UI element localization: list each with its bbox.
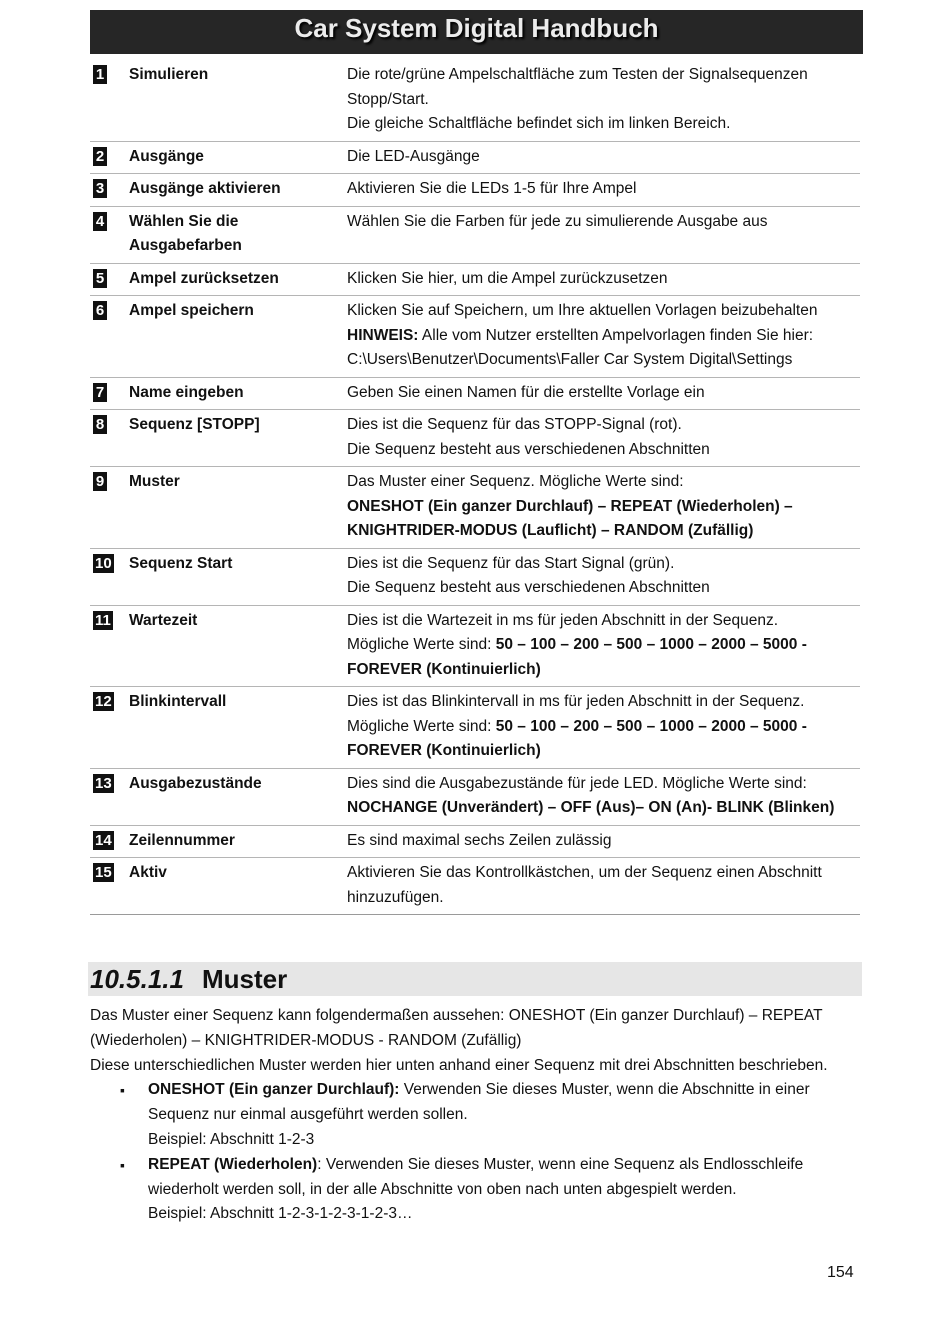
row-description: Dies ist die Sequenz für das STOPP-Signal (rot). Die Sequenz besteht aus verschiedenen Abschnitten xyxy=(347,416,710,458)
table-row xyxy=(90,769,860,826)
row-number-badge: 2 xyxy=(93,147,107,166)
row-term: Ausgänge aktivieren xyxy=(129,180,281,197)
row-term: Simulieren xyxy=(129,66,209,83)
row-number-badge: 7 xyxy=(93,383,107,402)
row-description: Dies ist die Wartezeit in ms für jeden Abschnitt in der Sequenz. Mögliche Werte sind: 50 – 100 – 200 – 500 – 1000 – 2000 – 5000 - FOREVER (Kontinuierlich) xyxy=(347,611,807,678)
row-term: Aktiv xyxy=(129,864,167,881)
list-item: ▪ ONESHOT (Ein ganzer Durchlauf): Verwenden Sie dieses Muster, wenn die Abschnitte in einer Sequenz nur einmal ausgeführt werden sollen. Beispiel: Abschnitt 1-2-3 xyxy=(90,1078,865,1152)
row-term: Name eingeben xyxy=(129,383,244,401)
row-number-badge: 4 xyxy=(93,212,107,231)
table-row xyxy=(90,606,860,688)
row-term: Wartezeit xyxy=(129,611,198,629)
row-term: Sequenz Start xyxy=(129,554,233,572)
row-description: Geben Sie einen Namen für die erstellte Vorlage ein xyxy=(347,383,705,401)
row-number-badge: 3 xyxy=(93,179,107,198)
row-term: Ausgänge xyxy=(129,147,204,165)
row-description: Das Muster einer Sequenz. Mögliche Werte sind: ONESHOT (Ein ganzer Durchlauf) – REPEAT (Wiederholen) – KNIGHTRIDER-MODUS (Lauflicht) – RANDOM (Zufällig) xyxy=(347,473,793,539)
header-title: Car System Digital Handbuch xyxy=(294,13,659,43)
list-item: ▪ REPEAT (Wiederholen): Verwenden Sie dieses Muster, wenn eine Sequenz als Endlosschleife wiederholt werden soll, in der alle Abschnitte von oben nach unten abgespielt werden. Beispiel: Abschnitt 1-2-3-1-2-3-1-2-3… xyxy=(90,1153,865,1227)
row-number-badge: 8 xyxy=(93,415,107,434)
row-description: Klicken Sie auf Speichern, um Ihre aktuellen Vorlagen beizubehalten HINWEIS: Alle vom Nutzer erstellten Ampelvorlagen finden Sie hier: C:\Users\Benutzer\Documents\Faller Car System Digital\Settings xyxy=(339,299,860,373)
table-row xyxy=(90,687,860,769)
row-description: Dies sind die Ausgabezustände für jede LED. Mögliche Werte sind: NOCHANGE (Unverändert) – OFF (Aus)– ON (An)- BLINK (Blinken) xyxy=(347,774,835,816)
row-description: Es sind maximal sechs Zeilen zulässig xyxy=(347,831,612,849)
row-term: Wählen Sie die Ausgabefarben xyxy=(129,212,242,254)
row-description: Dies ist die Sequenz für das Start Signal (grün). Die Sequenz besteht aus verschiedenen Abschnitten xyxy=(347,554,710,596)
row-term: Ausgabezustände xyxy=(129,774,262,792)
row-number-badge: 5 xyxy=(93,269,107,288)
section-heading xyxy=(88,962,862,996)
row-number-badge: 10 xyxy=(95,554,112,572)
row-number-badge: 14 xyxy=(95,831,112,849)
reference-table xyxy=(90,60,860,915)
table-row xyxy=(90,378,860,411)
row-description: Die LED-Ausgänge xyxy=(347,147,480,165)
table-row xyxy=(90,826,860,859)
page-number: 154 xyxy=(827,1264,854,1281)
row-description: Wählen Sie die Farben für jede zu simulierende Ausgabe aus xyxy=(347,212,768,230)
row-term: Ampel zurücksetzen xyxy=(129,269,279,287)
row-description: Aktivieren Sie die LEDs 1-5 für Ihre Ampel xyxy=(347,180,637,197)
row-number-badge: 9 xyxy=(93,472,107,491)
intro-paragraph: Das Muster einer Sequenz kann folgendermaßen aussehen: ONESHOT (Ein ganzer Durchlauf) – REPEAT (Wiederholen) – KNIGHTRIDER-MODUS - RANDOM (Zufällig) xyxy=(90,1007,823,1049)
row-term: Sequenz [STOPP] xyxy=(129,416,260,433)
table-row xyxy=(90,467,860,549)
row-description: Aktivieren Sie das Kontrollkästchen, um der Sequenz einen Abschnitt hinzuzufügen. xyxy=(347,864,822,906)
row-number-badge: 15 xyxy=(95,864,112,881)
row-term: Blinkintervall xyxy=(129,693,227,710)
pattern-list xyxy=(90,1078,865,1227)
row-number-badge: 6 xyxy=(93,301,107,320)
table-row xyxy=(90,60,860,142)
section-number: 10.5.1.1 xyxy=(90,964,184,994)
section-title: Muster xyxy=(201,964,288,994)
row-description: Dies ist das Blinkintervall in ms für jeden Abschnitt in der Sequenz. Mögliche Werte sind: 50 – 100 – 200 – 500 – 1000 – 2000 – 5000 - FOREVER (Kontinuierlich) xyxy=(347,693,807,759)
example-text: Beispiel: Abschnitt 1-2-3-1-2-3-1-2-3… xyxy=(148,1205,413,1223)
intro-paragraph-2: Diese unterschiedlichen Muster werden hier unten anhand einer Sequenz mit drei Abschnitten beschrieben. xyxy=(90,1056,828,1074)
row-description: Die rote/grüne Ampelschaltfläche zum Testen der Signalsequenzen Stopp/Start. Die gleiche Schaltfläche befindet sich im linken Bereich. xyxy=(347,66,808,132)
row-number-badge: 11 xyxy=(95,611,111,629)
row-term: Zeilennummer xyxy=(129,831,235,849)
row-term: Muster xyxy=(129,473,180,490)
table-row xyxy=(90,264,860,297)
section-body xyxy=(90,1004,865,1227)
row-number-badge: 12 xyxy=(95,693,112,710)
row-number-badge: 1 xyxy=(93,65,107,84)
table-row xyxy=(90,858,860,915)
table-row xyxy=(90,207,860,264)
table-row xyxy=(90,296,860,378)
note-label: HINWEIS: xyxy=(347,326,419,344)
table-row xyxy=(90,142,860,175)
table-row xyxy=(90,174,860,207)
row-term: Ampel speichern xyxy=(129,302,254,319)
row-number-badge: 13 xyxy=(95,774,112,792)
table-row xyxy=(90,410,860,467)
table-row xyxy=(90,549,860,606)
page-header xyxy=(90,10,863,54)
example-text: Beispiel: Abschnitt 1-2-3 xyxy=(148,1130,315,1148)
row-description: Klicken Sie hier, um die Ampel zurückzusetzen xyxy=(347,269,668,287)
settings-path: C:\Users\Benutzer\Documents\Faller Car System Digital\Settings xyxy=(347,351,793,368)
